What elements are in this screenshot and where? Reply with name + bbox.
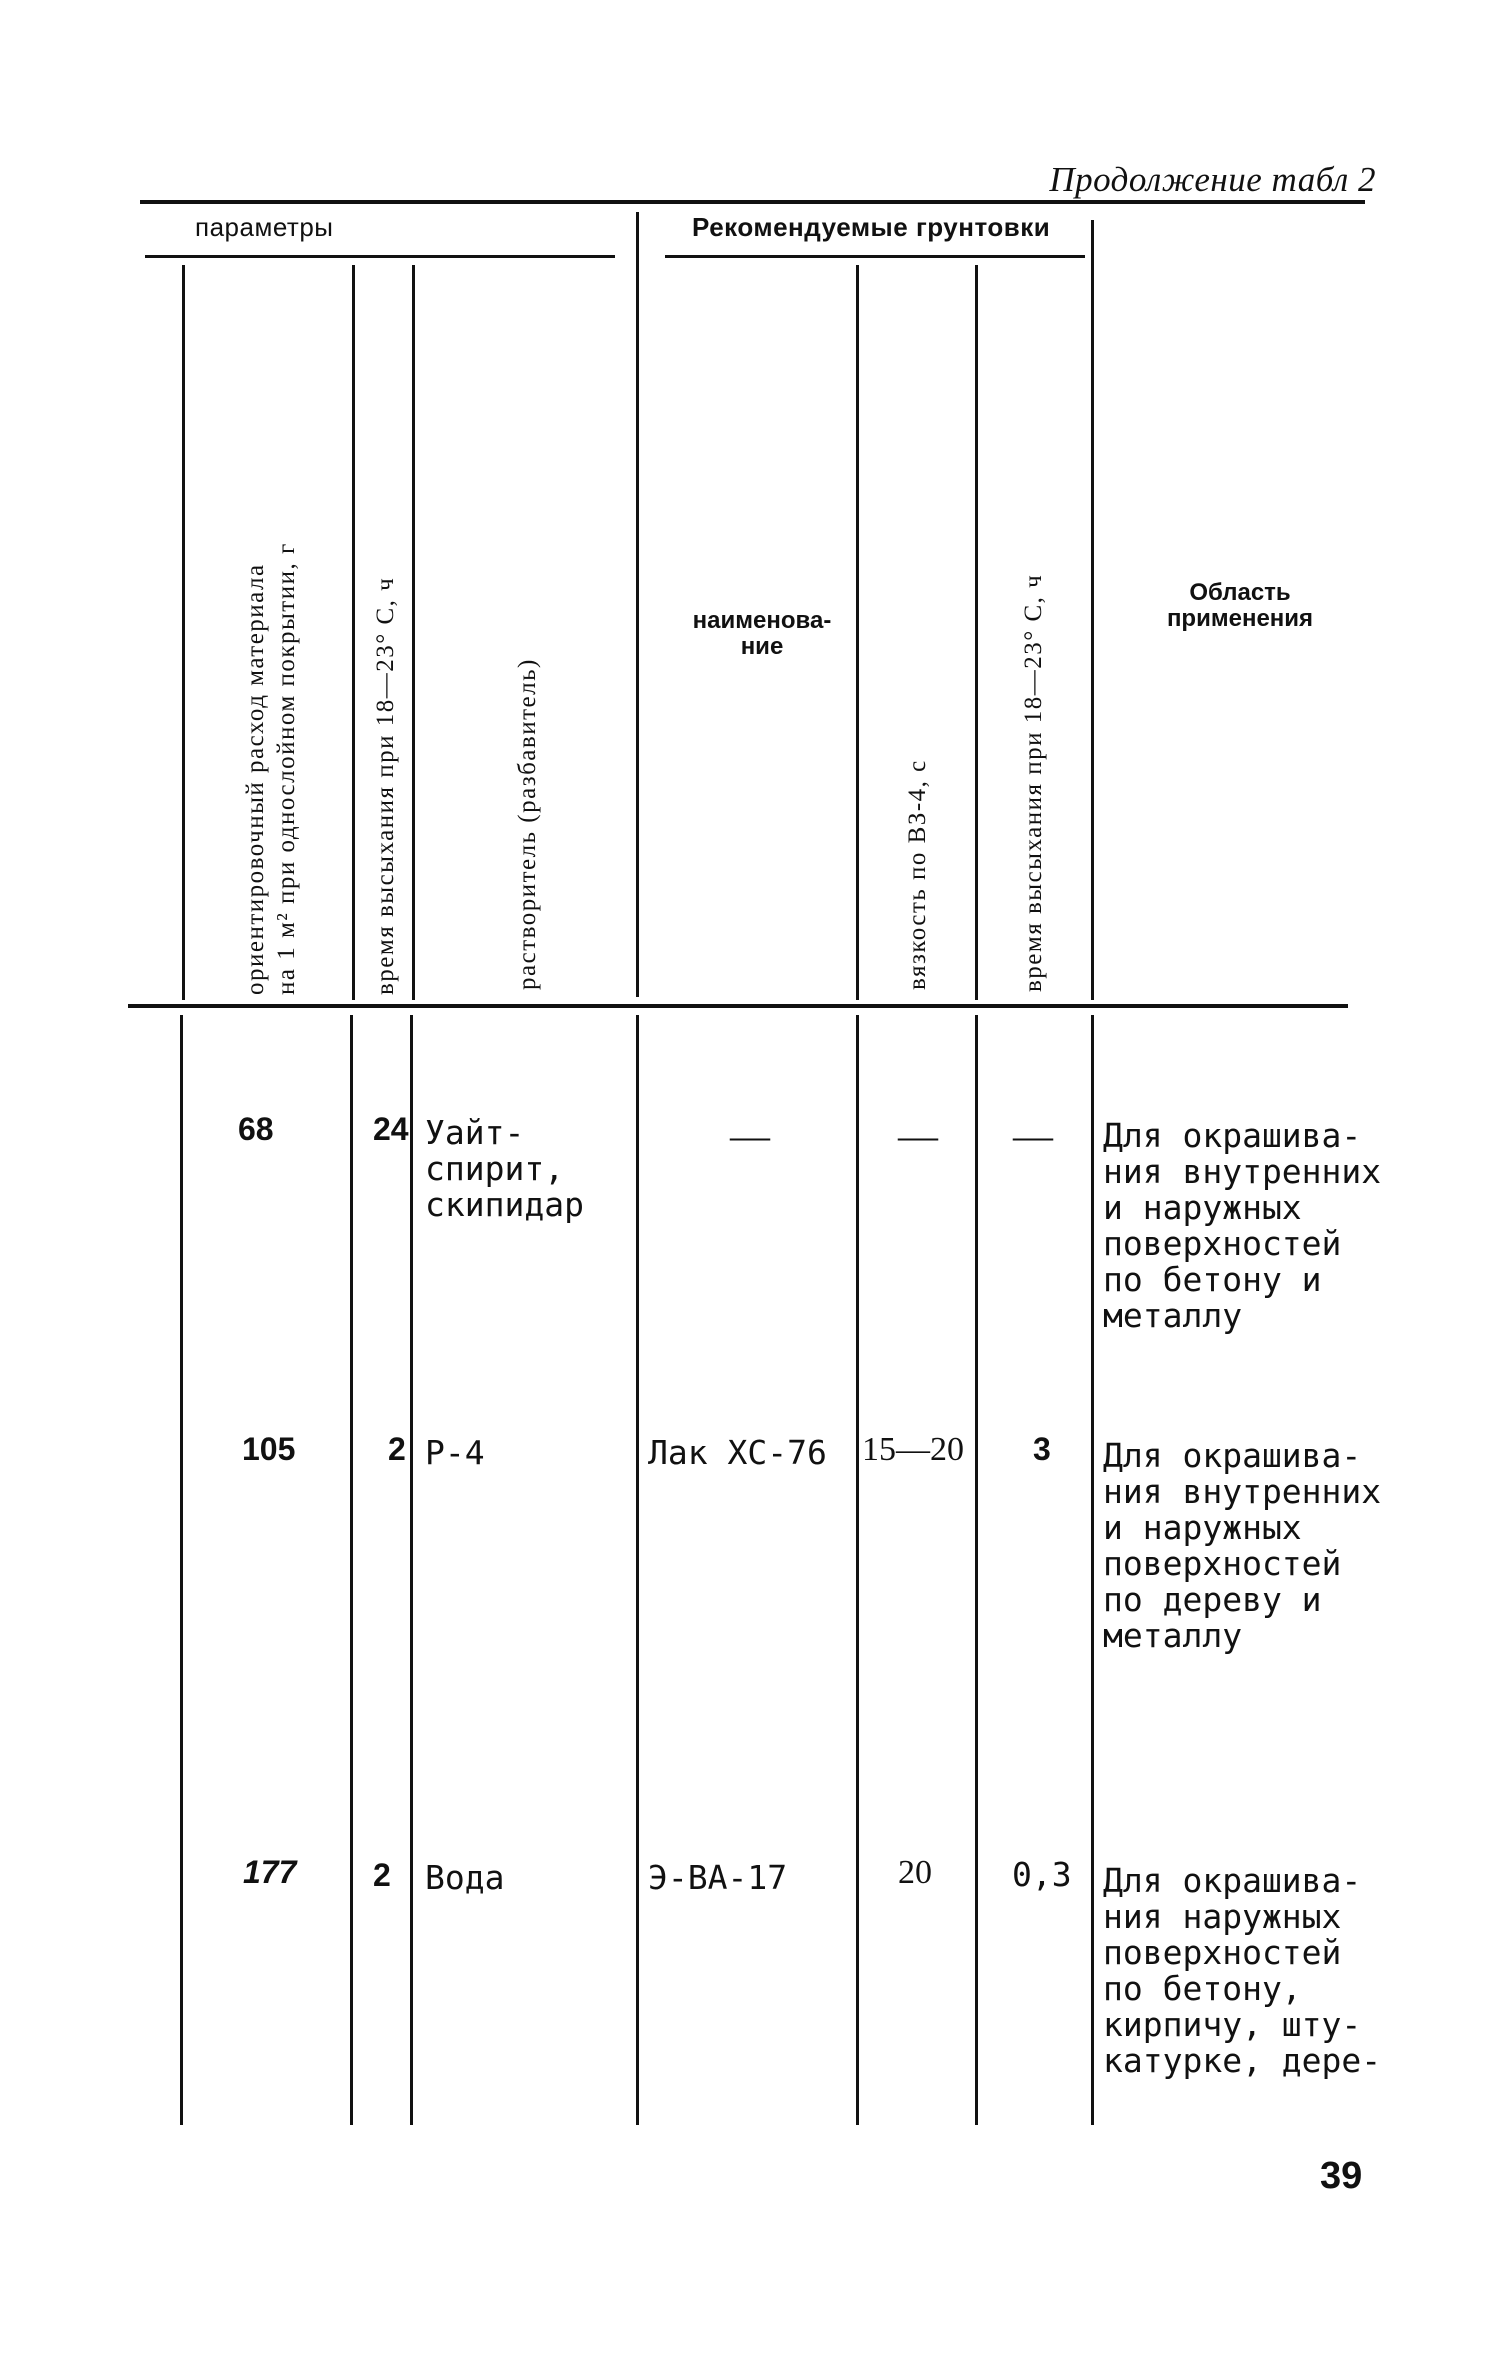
row1-drying: 24 [373,1111,409,1147]
top-rule [140,200,1365,204]
group-title-primers: Рекомендуемые грунтовки [692,212,1051,242]
row2-primer-drying: 3 [1033,1431,1051,1467]
row2-primer: Лак ХС-76 [648,1433,827,1472]
row1-consumption: 68 [238,1111,274,1147]
row3-primer-drying: 0,3 [1012,1855,1072,1894]
vrule-col1-left-h [182,265,185,1000]
header-primer-name-text: наименова- ние [692,607,832,660]
page-number: 39 [1320,2155,1363,2197]
header-primer-drying-time: время высыхания при 18—23° С, ч [1020,573,1047,992]
vrule-primer-name-right [856,1015,859,2125]
header-drying-time: время высыхания при 18—23° С, ч [372,576,399,995]
params-underline [145,255,615,258]
primers-underline [665,255,1085,258]
vrule-viscosity-right-h [975,265,978,1000]
header-consumption-line2: на 1 м² при однослойном покрытии, г [273,542,300,995]
row1-application: Для окрашива- ния внутренних и наружных поверхностей по бетону и металлу [1103,1116,1382,1335]
row1-primer: — [730,1113,770,1158]
row3-consumption: 177 [243,1854,297,1890]
row3-primer: Э-ВА-17 [648,1858,788,1897]
row1-viscosity: — [898,1113,938,1158]
vrule-col1-right [350,1015,353,2125]
vrule-col1-left [180,1015,183,2125]
vrule-primer-name-right-h [856,265,859,1000]
row2-viscosity: 15—20 [862,1431,964,1468]
row2-drying: 2 [388,1431,406,1467]
header-consumption [240,542,302,995]
header-application-text: Область применения [1166,579,1314,632]
header-solvent: растворитель (разбавитель) [514,658,541,990]
row3-solvent: Вода [425,1858,505,1897]
header-primer-name [672,608,852,660]
vrule-params-primers-top [636,212,639,997]
header-application [1120,580,1360,632]
row2-application: Для окрашива- ния внутренних и наружных поверхностей по дереву и металлу [1103,1436,1382,1655]
vrule-col2-right-h [412,265,415,1000]
row2-consumption: 105 [242,1431,296,1467]
group-title-params: параметры [195,212,334,242]
row1-solvent: Уайт- спирит, скипидар [425,1113,584,1224]
table-caption: Продолжение табл 2 [1049,160,1376,199]
header-consumption-line1: ориентировочный расход материала [242,563,269,995]
header-separator [128,1004,1348,1008]
vrule-col1-right-h [352,265,355,1000]
row3-application: Для окрашива- ния наружных поверхностей по бетону, кирпичу, шту- катурке, дере- [1103,1861,1382,2080]
row3-viscosity: 20 [898,1854,932,1891]
row3-drying: 2 [373,1857,391,1893]
vrule-application [1091,1015,1094,2125]
vrule-col2-right [410,1015,413,2125]
vrule-application-top [1091,220,1094,1000]
row1-primer-drying: — [1013,1113,1053,1158]
header-viscosity: вязкость по ВЗ-4, с [904,759,931,990]
vrule-params-primers [636,1015,639,2125]
vrule-viscosity-right [975,1015,978,2125]
row2-solvent: Р-4 [425,1433,485,1472]
